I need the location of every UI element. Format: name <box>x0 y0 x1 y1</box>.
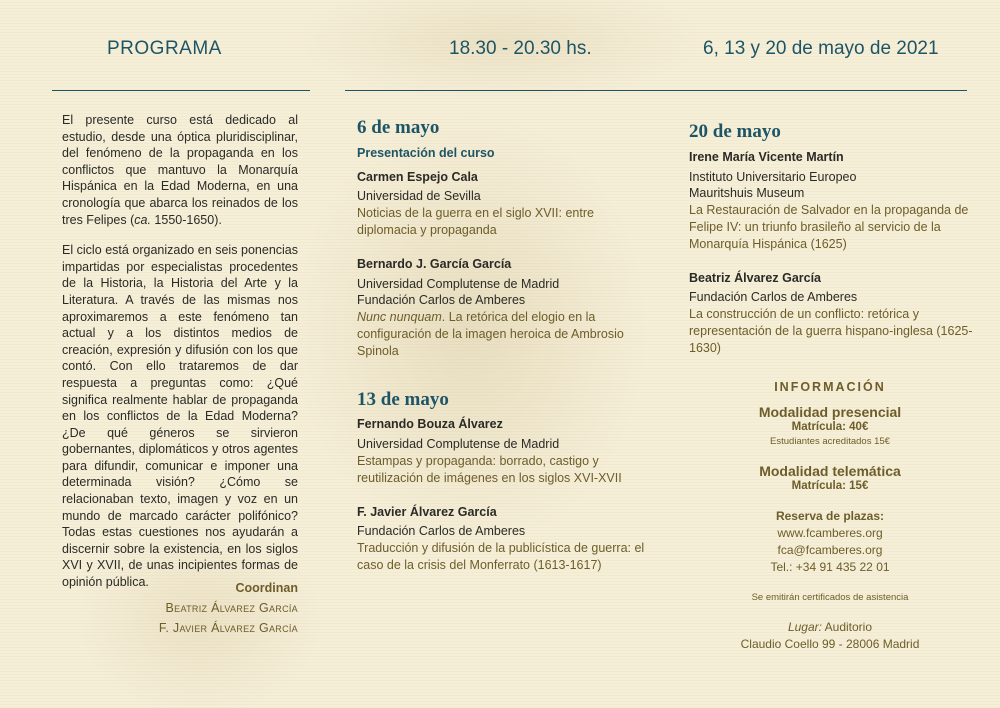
website-link[interactable]: www.fcamberes.org <box>777 526 883 540</box>
presencial-label: Modalidad presencial <box>758 404 902 420</box>
speaker-name: F. Javier Álvarez García <box>357 504 497 519</box>
information-panel <box>700 380 960 653</box>
reservation-label: Reserva de plazas: <box>775 509 885 523</box>
presentation-label: Presentación del curso <box>357 145 495 160</box>
coordinators <box>62 578 298 638</box>
certificates-note: Se emitirán certificados de asistencia <box>751 592 909 603</box>
intro-paragraph-1: El presente curso está dedicado al estudio, desde una óptica pluridisciplinar, del fenómeno de la propaganda en los conflictos que mantuvo la Monarquía Hispánica en la Edad Moderna, en una cronología que abarca los reinados de los tres Felipes (ca. 1550-1650). <box>62 113 298 227</box>
speaker-block <box>689 149 974 253</box>
speaker-name: Carmen Espejo Cala <box>357 169 478 184</box>
venue-block <box>700 619 960 653</box>
program-column-right <box>689 121 974 374</box>
speaker-institution: Mauritshuis Museum <box>689 186 805 201</box>
phone-number: Tel.: +34 91 435 22 01 <box>770 560 890 574</box>
speaker-institution: Instituto Universitario Europeo <box>689 169 857 184</box>
speaker-name: Fernando Bouza Álvarez <box>357 417 503 432</box>
speaker-block <box>357 256 657 360</box>
talk-title: Traducción y difusión de la publicística de guerra: el caso de la crisis del Monferrato (1613-1617) <box>357 541 645 572</box>
talk-title: Noticias de la guerra en el siglo XVII: entre diplomacia y propaganda <box>357 206 594 237</box>
email-link[interactable]: fca@fcamberes.org <box>777 543 883 557</box>
speaker-name: Beatriz Álvarez García <box>689 270 822 285</box>
talk-title: La construcción de un conflicto: retórica y representación de la guerra hispano-inglesa (1625-1630) <box>689 307 973 355</box>
speaker-name: Irene María Vicente Martín <box>689 149 844 164</box>
telematica-fee: Matrícula: 15€ <box>791 480 869 492</box>
information-title: INFORMACIÓN <box>774 380 886 394</box>
day-heading-20: 20 de mayo <box>689 121 781 142</box>
talk-title: La Restauración de Salvador en la propaganda de Felipe IV: un triunfo brasileño al servicio de la Monarquía Hispánica (1625) <box>689 203 969 251</box>
coordinators-label: Coordinan <box>235 581 298 595</box>
coordinator-name: F. Javier Álvarez García <box>158 621 298 635</box>
venue-address: Claudio Coello 99 - 28006 Madrid <box>740 637 920 651</box>
intro-text <box>62 112 298 605</box>
speaker-block <box>357 416 657 486</box>
speaker-institution: Universidad Complutense de Madrid <box>357 437 560 452</box>
dates-heading: 6, 13 y 20 de mayo de 2021 <box>703 38 939 59</box>
coordinator-name: Beatriz Álvarez García <box>165 601 298 615</box>
intro-paragraph-2: El ciclo está organizado en seis ponencias impartidas por especialistas procedentes de la Historia, la Historia del Arte y la Literatura. A través de las mismas nos aproximaremos a este fenómeno tan actual y a los distintos medios de creación, expresión y difusión con los que contó. Con ello trataremos de dar respuesta a preguntas como: ¿Qué significa realmente hablar de propaganda en los conflictos de la Edad Moderna? ¿De qué géneros se sirvieron gobernantes, diplomáticos y otros agentes para difundir, comunicar e imponer una determinada visión? ¿Cómo se relacionaban texto, imagen y voz en un mundo de marcado carácter polifónico? Todas estas cuestiones nos ayudarán a discernir sobre la existencia, en los siglos XVI y XVII, de unas incipientes formas de opinión pública. <box>62 243 298 590</box>
speaker-institution: Universidad de Sevilla <box>357 189 481 204</box>
talk-title: Nunc nunquam. La retórica del elogio en la configuración de la imagen heroica de Ambrosio Spinola <box>357 310 624 358</box>
venue-label: Lugar: <box>787 620 822 634</box>
speaker-institution: Fundación Carlos de Amberes <box>357 293 526 308</box>
speaker-name: Bernardo J. García García <box>357 256 512 271</box>
day-heading-6: 6 de mayo <box>357 117 440 138</box>
right-divider <box>345 90 967 91</box>
venue-name: Auditorio <box>821 620 873 634</box>
students-fee: Estudiantes acreditados 15€ <box>770 436 890 447</box>
speaker-institution: Fundación Carlos de Amberes <box>689 290 858 305</box>
speaker-block <box>689 270 974 357</box>
telematica-block <box>700 463 960 492</box>
programa-heading: PROGRAMA <box>107 38 222 59</box>
speaker-block <box>357 504 657 574</box>
presencial-fee: Matrícula: 40€ <box>791 421 869 433</box>
telematica-label: Modalidad telemática <box>759 463 901 479</box>
speaker-institution: Fundación Carlos de Amberes <box>357 524 526 539</box>
speaker-institution: Universidad Complutense de Madrid <box>357 276 560 291</box>
speaker-block <box>357 169 657 239</box>
program-column-middle <box>357 117 657 591</box>
talk-title: Estampas y propaganda: borrado, castigo y reutilización de imágenes en los siglos XVI-XVII <box>357 453 622 485</box>
day-heading-13: 13 de mayo <box>357 388 449 410</box>
time-heading: 18.30 - 20.30 hs. <box>449 38 592 59</box>
reservation-block <box>700 508 960 576</box>
presencial-block <box>700 404 960 447</box>
left-divider <box>52 90 310 91</box>
